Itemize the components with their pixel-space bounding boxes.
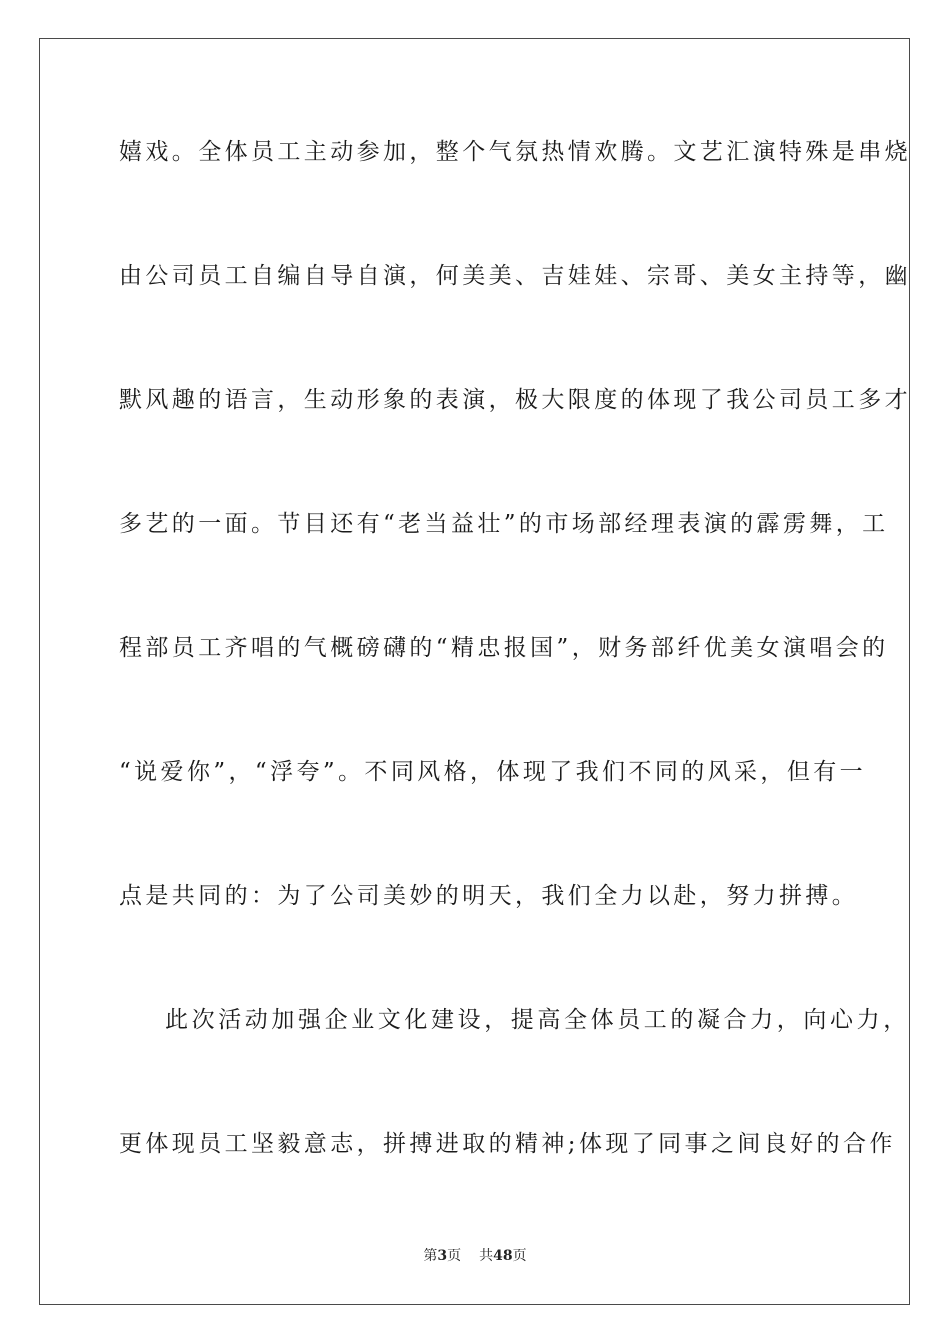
page-number: 3 [437, 1248, 448, 1264]
total-pages: 48 [493, 1248, 513, 1264]
total-prefix: 共 [479, 1248, 494, 1264]
body-text-line: 多艺的一面。节目还有“老当益壮”的市场部经理表演的霹雳舞，工 [119, 511, 889, 537]
body-text-line: 嬉戏。全体员工主动参加，整个气氛热情欢腾。文艺汇演特殊是串烧 [119, 139, 911, 165]
total-suffix: 页 [512, 1248, 527, 1264]
body-text-line: 默风趣的语言，生动形象的表演，极大限度的体现了我公司员工多才 [119, 387, 911, 413]
body-text-line: 由公司员工自编自导自演，何美美、吉娃娃、宗哥、美女主持等，幽 [119, 263, 911, 289]
page-suffix: 页 [447, 1248, 462, 1264]
body-text-line: “说爱你”，“浮夸”。不同风格，体现了我们不同的风采，但有一 [119, 759, 867, 785]
page-prefix: 第 [423, 1248, 438, 1264]
page-footer [0, 1247, 950, 1265]
body-text-line: 点是共同的：为了公司美妙的明天，我们全力以赴，努力拼搏。 [119, 883, 859, 909]
body-text-line: 更体现员工坚毅意志，拼搏进取的精神;体现了同事之间良好的合作 [119, 1131, 896, 1157]
body-text-line: 程部员工齐唱的气概磅礴的“精忠报国”，财务部纤优美女演唱会的 [119, 635, 889, 661]
paragraph-start-line: 此次活动加强企业文化建设，提高全体员工的凝合力，向心力， [165, 1007, 910, 1033]
page-border [39, 38, 910, 1305]
